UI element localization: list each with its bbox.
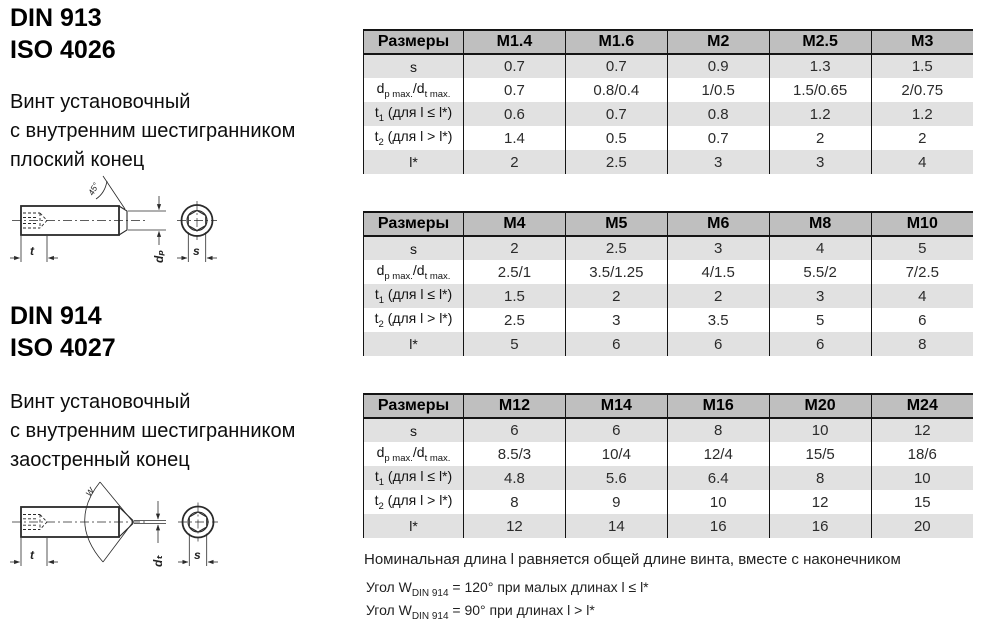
dimension-value-cell: 6	[667, 332, 769, 356]
dim-label-s: s	[193, 244, 200, 258]
dimension-value-cell: 8	[667, 418, 769, 442]
subscript-text: DIN 914	[411, 587, 449, 599]
dimension-row-label: s	[364, 418, 464, 442]
dimension-value-cell: 10	[667, 490, 769, 514]
description-flat-point	[10, 88, 295, 175]
dimension-value-cell: 0.7	[565, 102, 667, 126]
dimension-value-cell: 3	[667, 150, 769, 174]
thread-size-header: M1.6	[565, 30, 667, 54]
dimension-value-cell: 1.2	[769, 102, 871, 126]
flat-point-screw-drawing	[6, 168, 228, 274]
angle-45-label: 45°	[85, 180, 101, 197]
dimension-value-cell: 10/4	[565, 442, 667, 466]
standards-heading-1	[10, 2, 116, 66]
dimension-value-cell: 20	[871, 514, 973, 538]
dimension-value-cell: 0.8/0.4	[565, 78, 667, 102]
subscript-text: 2	[378, 500, 384, 512]
thread-size-header: M6	[667, 212, 769, 236]
subscript-text: 1	[378, 294, 385, 306]
dimension-value-cell: 3	[769, 150, 871, 174]
dimension-value-cell: 12	[769, 490, 871, 514]
dimension-value-cell: 14	[565, 514, 667, 538]
dimension-value-cell: 6	[871, 308, 973, 332]
dimension-value-cell: 3	[565, 308, 667, 332]
chamfer-leader-line	[103, 176, 125, 209]
dimension-value-cell: 4	[871, 150, 973, 174]
dimension-value-cell: 0.7	[565, 54, 667, 78]
standards-heading-2	[10, 300, 116, 364]
dimension-row	[364, 78, 974, 102]
size-column-header: Размеры	[364, 30, 464, 54]
dim-label-dt: dₜ	[151, 555, 165, 567]
dimension-value-cell: 2	[464, 236, 566, 260]
din-914-title: DIN 914	[10, 302, 102, 330]
dimension-value-cell: 9	[565, 490, 667, 514]
subscript-text: 2	[378, 136, 384, 148]
dimension-value-cell: 2.5/1	[464, 260, 566, 284]
dimension-row-label: $d_{p max.}/d_{t max.}$	[364, 442, 464, 466]
dimension-row-label: $t_1$ (для l ≤ l*)	[364, 102, 464, 126]
dimension-row	[364, 308, 974, 332]
dimensions-table-m4-m10	[363, 211, 973, 356]
dimension-value-cell: 4	[871, 284, 973, 308]
dimension-row-label: $t_2$ (для l > l*)	[364, 490, 464, 514]
dimension-value-cell: 2.5	[565, 236, 667, 260]
dimension-value-cell: 8	[871, 332, 973, 356]
thread-size-header: M10	[871, 212, 973, 236]
thread-size-header: M2	[667, 30, 769, 54]
dimension-value-cell: 0.7	[464, 78, 566, 102]
dim-label-s: s	[194, 548, 201, 562]
thread-size-header: M3	[871, 30, 973, 54]
dimension-row-label: $t_2$ (для l > l*)	[364, 308, 464, 332]
dimension-row-label: $t_1$ (для l ≤ l*)	[364, 284, 464, 308]
dimension-value-cell: 3	[667, 236, 769, 260]
dimension-row	[364, 126, 974, 150]
dimension-value-cell: 2	[769, 126, 871, 150]
iso-4026-title: ISO 4026	[10, 36, 116, 64]
subscript-text: 1	[378, 112, 385, 124]
subscript-text: DIN 914	[411, 610, 449, 622]
dimension-value-cell: 0.9	[667, 54, 769, 78]
dimension-row-label: $t_2$ (для l > l*)	[364, 126, 464, 150]
dimension-row	[364, 284, 974, 308]
dimension-value-cell: 2.5	[464, 308, 566, 332]
dimension-value-cell: 1.4	[464, 126, 566, 150]
dimension-value-cell: 7/2.5	[871, 260, 973, 284]
dimension-value-cell: 12	[871, 418, 973, 442]
thread-size-header: M4	[464, 212, 566, 236]
dimension-row	[364, 236, 974, 260]
angle-note-120: Угол $W_{DIN 914} = 120^\circ$ при малых длинах l ≤ l*	[366, 579, 649, 599]
size-column-header: Размеры	[364, 394, 464, 418]
dimension-row-label: l*	[364, 332, 464, 356]
cone-point-screw-drawing	[6, 470, 228, 578]
dimension-value-cell: 12/4	[667, 442, 769, 466]
dimension-value-cell: 1/0.5	[667, 78, 769, 102]
description-line: Винт установочный	[10, 391, 191, 413]
dimension-value-cell: 8	[464, 490, 566, 514]
size-column-header: Размеры	[364, 212, 464, 236]
thread-size-header: M16	[667, 394, 769, 418]
din-913-title: DIN 913	[10, 4, 102, 32]
description-cone-point	[10, 388, 295, 475]
dimension-value-cell: 3.5/1.25	[565, 260, 667, 284]
description-line: с внутренним шестигранником	[10, 120, 296, 142]
angle-leader-line	[100, 482, 133, 522]
dimension-row	[364, 332, 974, 356]
dimension-row	[364, 150, 974, 174]
dimension-value-cell: 4.8	[464, 466, 566, 490]
angle-w-label: W	[83, 485, 97, 499]
thread-size-header: M14	[565, 394, 667, 418]
dimension-row	[364, 260, 974, 284]
description-line: заостренный конец	[10, 449, 190, 471]
dimension-value-cell: 16	[667, 514, 769, 538]
subscript-text: 1	[378, 476, 385, 488]
subscript-text: t max.	[424, 88, 451, 100]
dimension-value-cell: 6	[565, 418, 667, 442]
thread-size-header: M20	[769, 394, 871, 418]
table-header-row	[364, 394, 974, 418]
dimensions-table-m1.4-m3	[363, 29, 973, 174]
dimension-value-cell: 2	[667, 284, 769, 308]
dimension-value-cell: 4/1.5	[667, 260, 769, 284]
dimension-row-label: $d_{p max.}/d_{t max.}$	[364, 78, 464, 102]
thread-size-header: M24	[871, 394, 973, 418]
dimension-value-cell: 1.5/0.65	[769, 78, 871, 102]
dimension-row-label: l*	[364, 150, 464, 174]
iso-4027-title: ISO 4027	[10, 334, 116, 362]
dimension-value-cell: 2.5	[565, 150, 667, 174]
dimension-row	[364, 54, 974, 78]
dimension-value-cell: 2	[464, 150, 566, 174]
dimension-value-cell: 15/5	[769, 442, 871, 466]
dimension-value-cell: 15	[871, 490, 973, 514]
dimension-value-cell: 5.6	[565, 466, 667, 490]
description-line: Винт установочный	[10, 91, 191, 113]
dimension-value-cell: 3.5	[667, 308, 769, 332]
dimension-row-label: $t_1$ (для l ≤ l*)	[364, 466, 464, 490]
dimension-value-cell: 5	[464, 332, 566, 356]
dimension-value-cell: 5	[871, 236, 973, 260]
dim-label-dp: dₚ	[152, 249, 166, 263]
dimension-row-label: s	[364, 236, 464, 260]
thread-size-header: M12	[464, 394, 566, 418]
dimension-value-cell: 6	[565, 332, 667, 356]
thread-size-header: M2.5	[769, 30, 871, 54]
dimension-row-label: l*	[364, 514, 464, 538]
dimension-row-label: $d_{p max.}/d_{t max.}$	[364, 260, 464, 284]
dimension-value-cell: 4	[769, 236, 871, 260]
subscript-text: t max.	[424, 452, 451, 464]
dimension-value-cell: 2/0.75	[871, 78, 973, 102]
angle-note-90: Угол $W_{DIN 914} = 90^\circ$ при длинах l > l*	[366, 602, 595, 622]
dimension-value-cell: 3	[769, 284, 871, 308]
dimension-value-cell: 16	[769, 514, 871, 538]
dimension-value-cell: 10	[871, 466, 973, 490]
dimension-value-cell: 0.6	[464, 102, 566, 126]
dimension-value-cell: 1.2	[871, 102, 973, 126]
subscript-text: p max.	[384, 88, 413, 100]
nominal-length-note: Номинальная длина l равняется общей длине винта, вместе с наконечником	[364, 551, 901, 568]
dim-label-t: t	[30, 548, 34, 562]
dimension-value-cell: 8	[769, 466, 871, 490]
description-line: с внутренним шестигранником	[10, 420, 296, 442]
dimension-value-cell: 2	[565, 284, 667, 308]
dimension-row	[364, 514, 974, 538]
thread-size-header: M1.4	[464, 30, 566, 54]
dimension-value-cell: 5	[769, 308, 871, 332]
dimension-value-cell: 6	[464, 418, 566, 442]
dimension-value-cell: 2	[871, 126, 973, 150]
dim-label-t: t	[30, 244, 34, 258]
dimension-value-cell: 6	[769, 332, 871, 356]
thread-size-header: M5	[565, 212, 667, 236]
dimension-value-cell: 10	[769, 418, 871, 442]
table-header-row	[364, 30, 974, 54]
subscript-text: p max.	[384, 270, 413, 282]
subscript-text: 2	[378, 318, 384, 330]
dimension-row	[364, 490, 974, 514]
dimension-value-cell: 0.7	[464, 54, 566, 78]
dimension-value-cell: 0.5	[565, 126, 667, 150]
dimension-value-cell: 6.4	[667, 466, 769, 490]
angle-leader-line	[103, 522, 133, 562]
dimension-value-cell: 0.8	[667, 102, 769, 126]
dimension-row	[364, 442, 974, 466]
dimension-row	[364, 102, 974, 126]
table-header-row	[364, 212, 974, 236]
dimension-value-cell: 1.3	[769, 54, 871, 78]
dimension-row-label: s	[364, 54, 464, 78]
dimension-value-cell: 0.7	[667, 126, 769, 150]
dimension-value-cell: 12	[464, 514, 566, 538]
description-line: плоский конец	[10, 149, 145, 171]
dimension-value-cell: 1.5	[871, 54, 973, 78]
dimension-value-cell: 1.5	[464, 284, 566, 308]
dimension-row	[364, 466, 974, 490]
thread-size-header: M8	[769, 212, 871, 236]
dimension-row	[364, 418, 974, 442]
dimension-value-cell: 18/6	[871, 442, 973, 466]
dimension-value-cell: 8.5/3	[464, 442, 566, 466]
dimension-value-cell: 5.5/2	[769, 260, 871, 284]
subscript-text: p max.	[384, 452, 413, 464]
dimensions-table-m12-m24	[363, 393, 973, 538]
subscript-text: t max.	[424, 270, 451, 282]
